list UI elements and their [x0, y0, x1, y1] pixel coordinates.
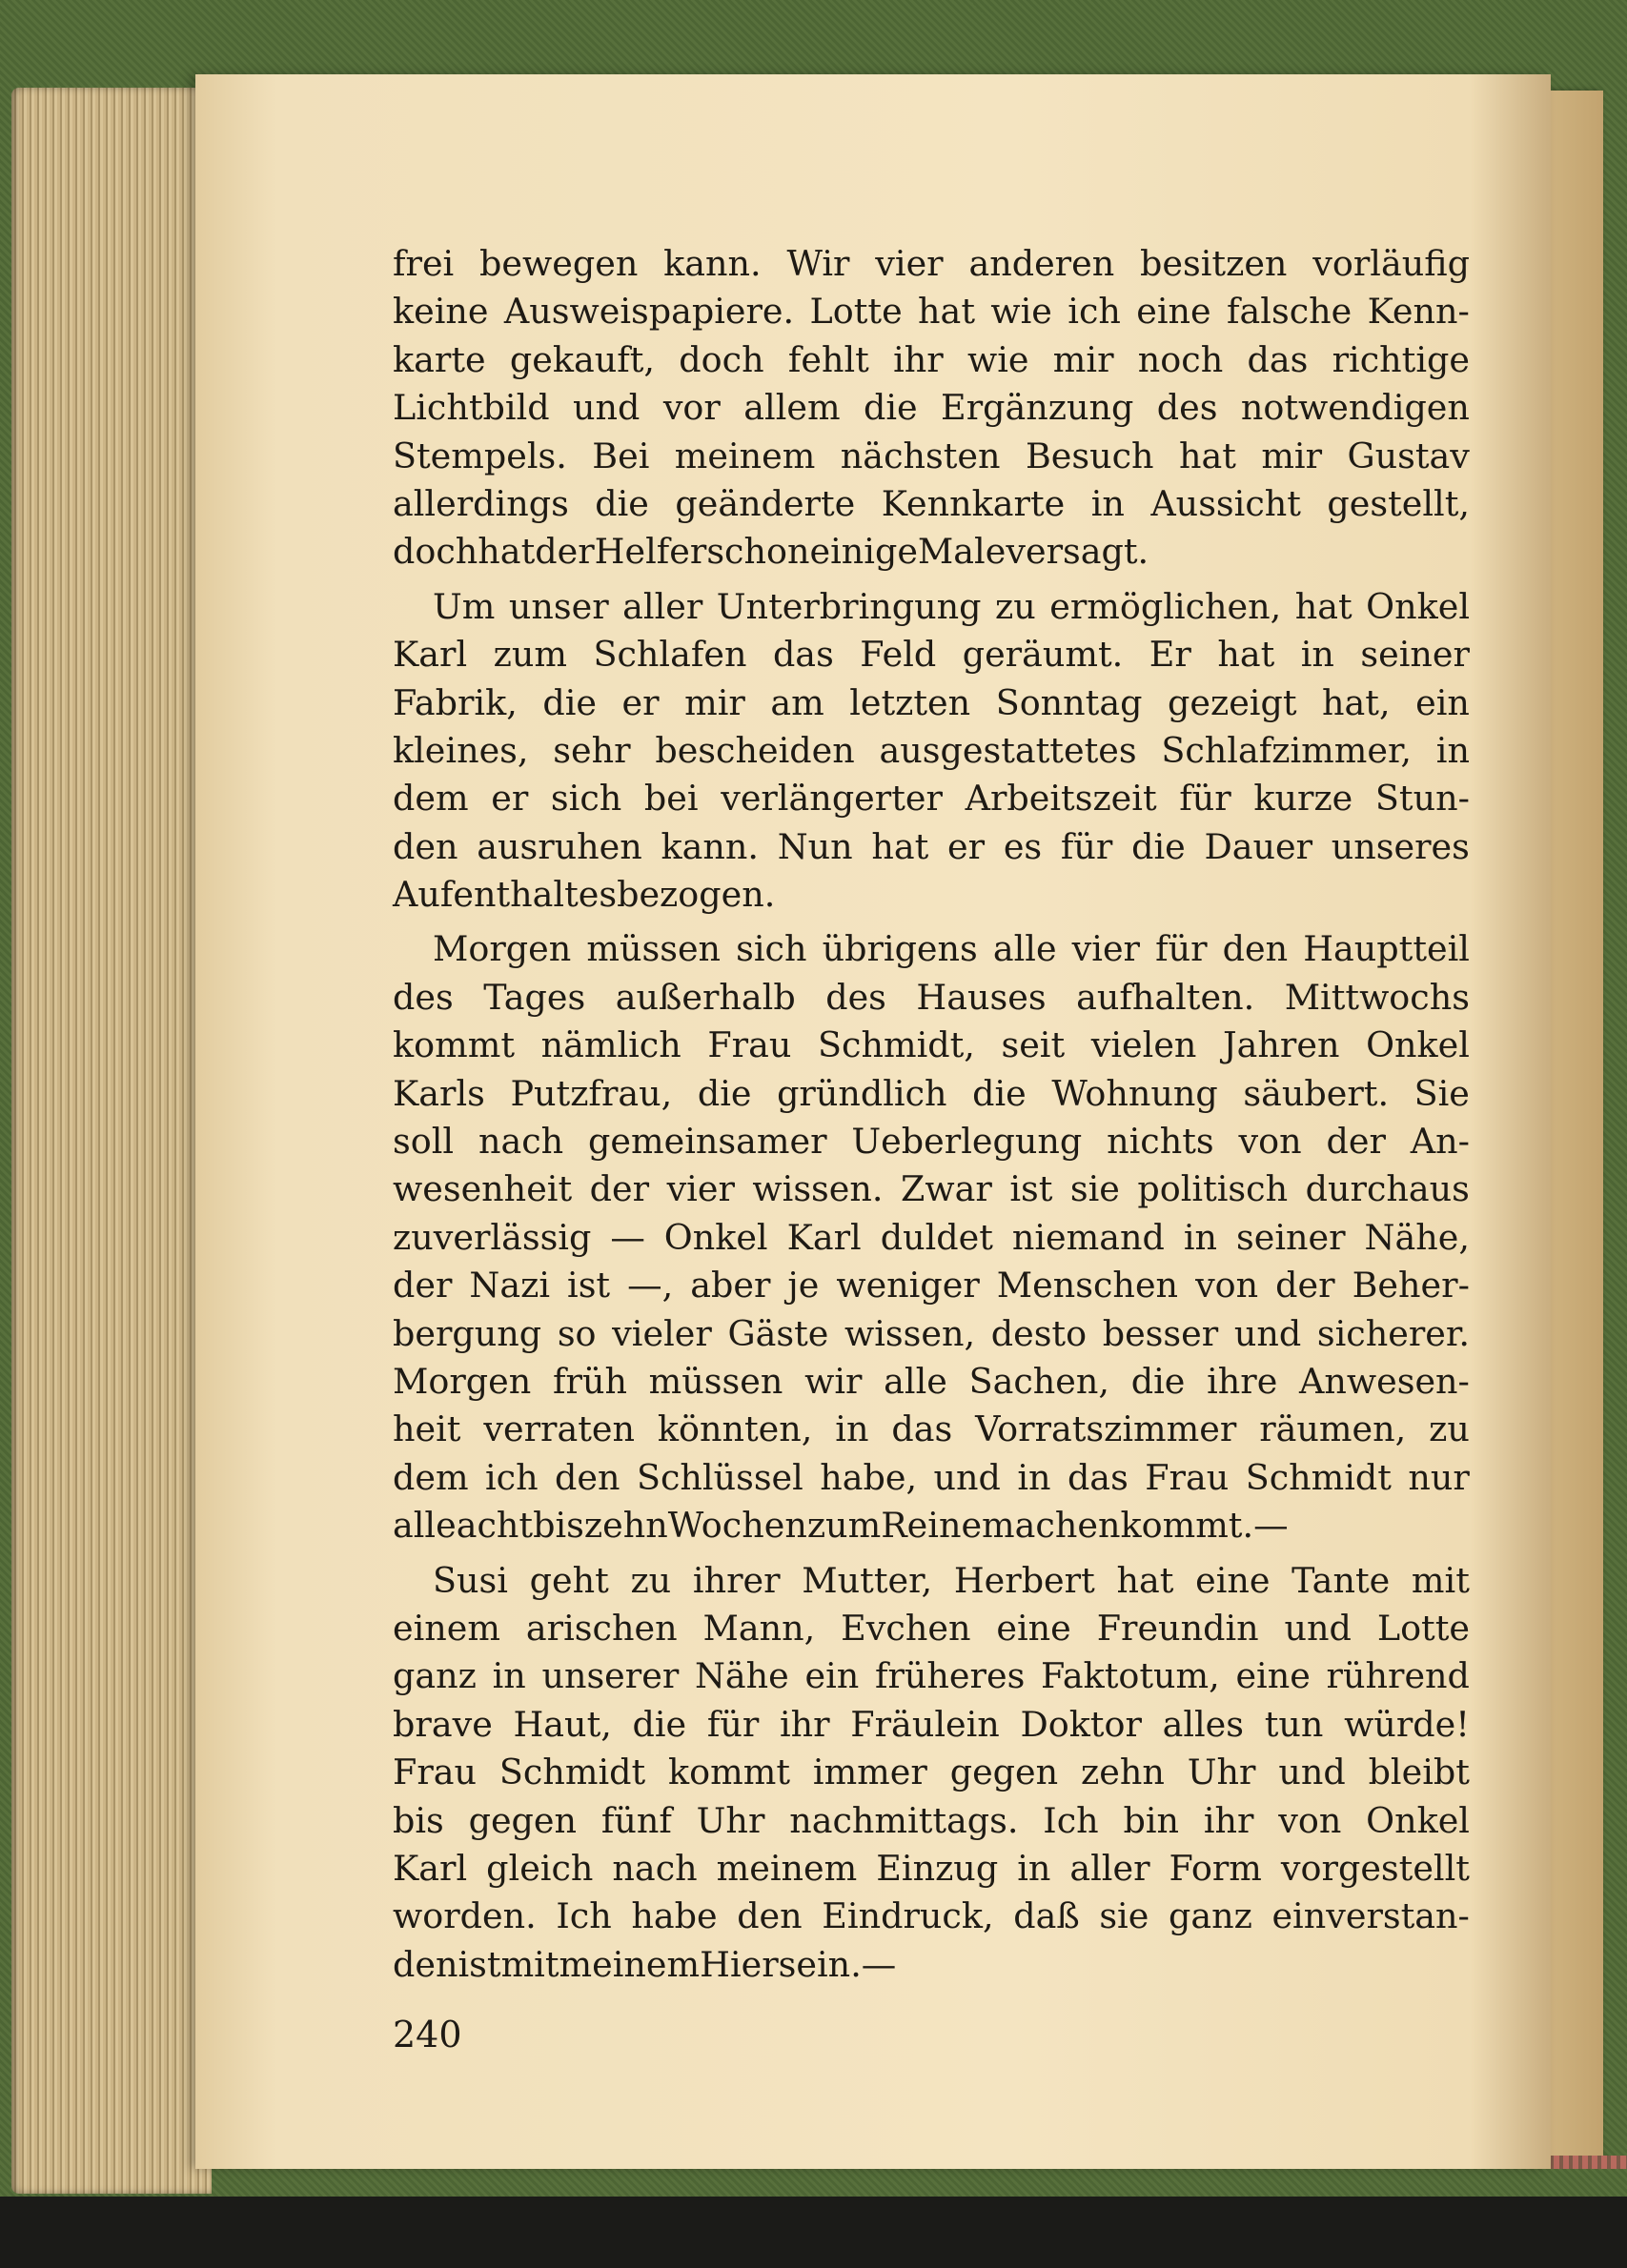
body-text [393, 240, 1470, 1989]
paragraph [393, 240, 1470, 577]
text-line: heit verraten könnten, in das Vorratszimmer räumen, zu [393, 1408, 1470, 1450]
text-line: doch hat der Helfer schon einige Male versagt. [393, 531, 1149, 573]
text-line: Frau Schmidt kommt immer gegen zehn Uhr und bleibt [393, 1752, 1470, 1793]
text-line: Um unser aller Unterbringung zu ermöglichen, hat Onkel [433, 585, 1470, 627]
text-line: Stempels. Bei meinem nächsten Besuch hat mir Gustav [393, 435, 1470, 476]
paragraph [393, 925, 1470, 1549]
text-line: Fabrik, die er mir am letzten Sonntag gezeigt hat, ein [393, 681, 1470, 723]
page-number: 240 [393, 2014, 462, 2055]
text-line: bergung so vieler Gäste wissen, desto besser und sicherer. [393, 1312, 1470, 1354]
text-line: Karls Putzfrau, die gründlich die Wohnung säubert. Sie [393, 1072, 1470, 1114]
text-line: den ist mit meinem Hiersein. — [393, 1943, 897, 1985]
text-line: keine Ausweispapiere. Lotte hat wie ich eine falsche Kenn- [393, 291, 1470, 333]
text-line: des Tages außerhalb des Hauses aufhalten. Mittwochs [393, 976, 1470, 1018]
text-line: einem arischen Mann, Evchen eine Freundin und Lotte [393, 1607, 1470, 1649]
text-line: karte gekauft, doch fehlt ihr wie mir noch das richtige [393, 338, 1470, 380]
paragraph [393, 583, 1470, 920]
text-line: dem er sich bei verlängerter Arbeitszeit für kurze Stun- [393, 778, 1470, 820]
text-line: allerdings die geänderte Kennkarte in Aussicht gestellt, [393, 482, 1470, 524]
text-line: zuverlässig — Onkel Karl duldet niemand in seiner Nähe, [393, 1216, 1470, 1258]
text-line: dem ich den Schlüssel habe, und in das Frau Schmidt nur [393, 1456, 1470, 1498]
text-line: Aufenthaltes bezogen. [393, 874, 776, 916]
text-line: Morgen müssen sich übrigens alle vier für den Hauptteil [433, 928, 1470, 970]
text-line: soll nach gemeinsamer Ueberlegung nichts von der An- [393, 1121, 1470, 1163]
text-line: Karl zum Schlafen das Feld geräumt. Er hat in seiner [393, 634, 1470, 676]
text-line: Lichtbild und vor allem die Ergänzung des notwendigen [393, 387, 1470, 429]
text-line: kommt nämlich Frau Schmidt, seit vielen Jahren Onkel [393, 1024, 1470, 1066]
text-line: ganz in unserer Nähe ein früheres Faktotum, eine rührend [393, 1655, 1470, 1697]
text-line: Karl gleich nach meinem Einzug in aller Form vorgestellt [393, 1847, 1470, 1889]
text-line: brave Haut, die für ihr Fräulein Doktor alles tun würde! [393, 1703, 1470, 1745]
text-line: Morgen früh müssen wir alle Sachen, die ihre Anwesen- [393, 1360, 1470, 1402]
text-line: kleines, sehr bescheiden ausgestattetes Schlafzimmer, in [393, 729, 1470, 771]
text-line: alle acht bis zehn Wochen zum Reinemachen kommt. — [393, 1505, 1289, 1547]
page-edges [11, 88, 212, 2194]
text-line: den ausruhen kann. Nun hat er es für die Dauer unseres [393, 825, 1470, 867]
text-line: der Nazi ist —, aber je weniger Menschen von der Beher- [393, 1265, 1470, 1306]
text-line: worden. Ich habe den Eindruck, daß sie ganz einverstan- [393, 1895, 1470, 1937]
paragraph [393, 1557, 1470, 1990]
text-line: frei bewegen kann. Wir vier anderen besitzen vorläufig [393, 243, 1470, 284]
text-line: wesenheit der vier wissen. Zwar ist sie politisch durchaus [393, 1168, 1470, 1210]
text-line: bis gegen fünf Uhr nachmittags. Ich bin ihr von Onkel [393, 1799, 1470, 1841]
text-line: Susi geht zu ihrer Mutter, Herbert hat eine Tante mit [433, 1559, 1470, 1601]
